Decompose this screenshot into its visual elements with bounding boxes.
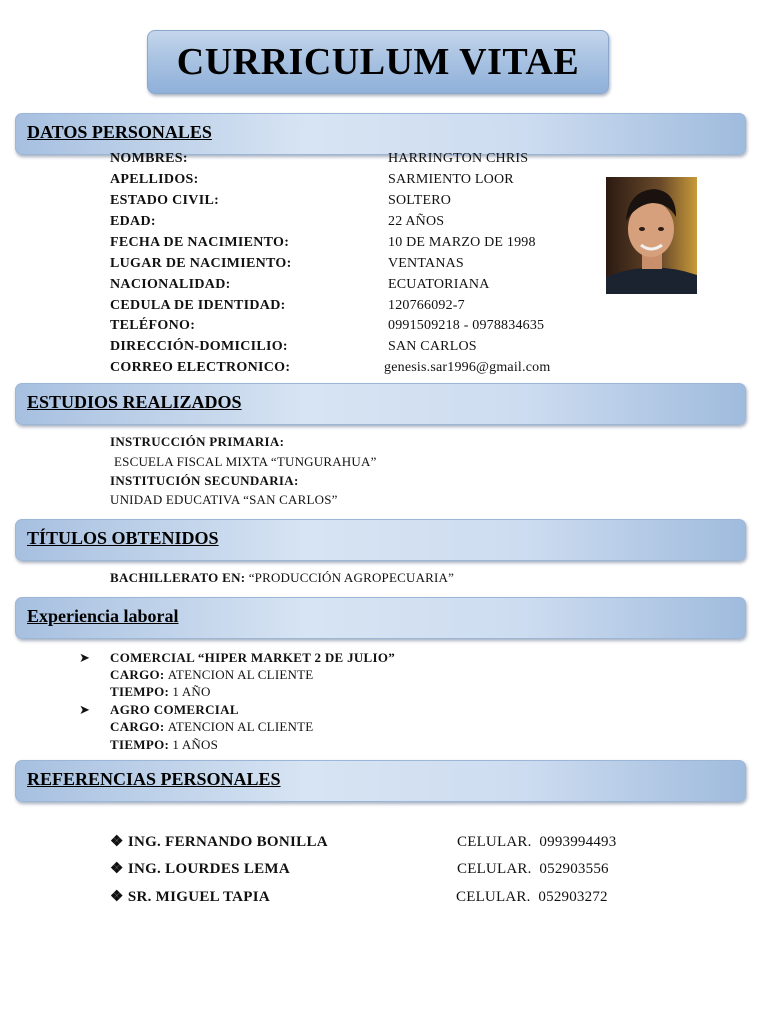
section-title-references: REFERENCIAS PERSONALES [27, 769, 281, 789]
value-correo: genesis.sar1996@gmail.com [384, 360, 551, 375]
label-bachillerato: BACHILLERATO EN: [110, 570, 246, 585]
cargo-value: ATENCION AL CLIENTE [167, 667, 314, 682]
value-edad: 22 AÑOS [388, 214, 445, 229]
label-edad: EDAD: [110, 214, 156, 229]
diamond-bullet-icon: ❖ [110, 889, 124, 905]
title-banner [147, 30, 609, 94]
reference-phone: CELULAR. 0993994493 [457, 834, 617, 850]
experience-cargo-1 [110, 667, 313, 683]
section-bar-titles [15, 519, 746, 561]
label-telefono: TELÉFONO: [110, 318, 196, 333]
label-estado-civil: ESTADO CIVIL: [110, 193, 220, 208]
section-bar-studies [15, 383, 746, 425]
reference-item [110, 861, 290, 877]
section-title-personal: DATOS PERSONALES [27, 122, 212, 142]
section-bar-personal [15, 113, 746, 155]
cargo-label: CARGO: [110, 719, 165, 734]
page-title: CURRICULUM VITAE [176, 41, 580, 83]
reference-phone: CELULAR. 052903272 [456, 889, 608, 905]
value-fecha-nacimiento: 10 DE MARZO DE 1998 [388, 235, 536, 250]
section-bar-experience [15, 597, 746, 639]
profile-photo [606, 177, 697, 294]
value-secundaria: UNIDAD EDUCATIVA “SAN CARLOS” [110, 492, 338, 507]
reference-item [110, 889, 270, 905]
tiempo-label: TIEMPO: [110, 737, 170, 752]
reference-item [110, 834, 328, 850]
diamond-bullet-icon: ❖ [110, 834, 124, 850]
value-direccion: SAN CARLOS [388, 339, 477, 354]
label-correo: CORREO ELECTRONICO: [110, 360, 291, 375]
reference-name: SR. MIGUEL TAPIA [127, 889, 270, 905]
experience-company-1: COMERCIAL “HIPER MARKET 2 DE JULIO” [110, 650, 396, 665]
value-bachillerato: “PRODUCCIÓN AGROPECUARIA” [248, 570, 455, 585]
label-nombres: NOMBRES: [110, 151, 188, 166]
arrow-bullet-icon: ➤ [79, 702, 90, 717]
section-title-experience: Experiencia laboral [27, 606, 179, 626]
reference-name: ING. FERNANDO BONILLA [127, 834, 328, 850]
value-primaria: ESCUELA FISCAL MIXTA “TUNGURAHUA” [114, 454, 377, 469]
value-estado-civil: SOLTERO [388, 193, 452, 208]
label-apellidos: APELLIDOS: [110, 172, 199, 187]
diamond-bullet-icon: ❖ [110, 861, 124, 877]
value-apellidos: SARMIENTO LOOR [388, 172, 514, 187]
tiempo-value: 1 AÑOS [172, 737, 219, 752]
cargo-value: ATENCION AL CLIENTE [167, 719, 314, 734]
experience-cargo-2 [110, 719, 313, 735]
label-nacionalidad: NACIONALIDAD: [110, 277, 231, 292]
label-lugar-nacimiento: LUGAR DE NACIMIENTO: [110, 256, 292, 271]
label-fecha-nacimiento: FECHA DE NACIMIENTO: [110, 235, 290, 250]
value-cedula: 120766092-7 [388, 298, 465, 313]
experience-company-2: AGRO COMERCIAL [110, 702, 239, 717]
reference-phone: CELULAR. 052903556 [457, 861, 609, 877]
section-bar-references [15, 760, 746, 802]
reference-name: ING. LOURDES LEMA [127, 861, 291, 877]
cargo-label: CARGO: [110, 667, 165, 682]
label-secundaria: INSTITUCIÓN SECUNDARIA: [110, 473, 299, 488]
section-title-titles: TÍTULOS OBTENIDOS [27, 528, 219, 548]
experience-tiempo-2 [110, 737, 218, 753]
value-telefono: 0991509218 - 0978834635 [388, 318, 545, 333]
portrait-image [606, 177, 697, 294]
section-title-studies: ESTUDIOS REALIZADOS [27, 392, 242, 412]
label-cedula: CEDULA DE IDENTIDAD: [110, 298, 286, 313]
value-nacionalidad: ECUATORIANA [388, 277, 490, 292]
titles-line [110, 570, 454, 586]
value-lugar-nacimiento: VENTANAS [388, 256, 464, 271]
label-direccion: DIRECCIÓN-DOMICILIO: [110, 339, 288, 354]
experience-tiempo-1 [110, 684, 211, 700]
value-nombres: HARRINGTON CHRIS [388, 151, 529, 166]
tiempo-label: TIEMPO: [110, 684, 170, 699]
tiempo-value: 1 AÑO [172, 684, 211, 699]
arrow-bullet-icon: ➤ [79, 650, 90, 665]
label-primaria: INSTRUCCIÓN PRIMARIA: [110, 434, 285, 449]
